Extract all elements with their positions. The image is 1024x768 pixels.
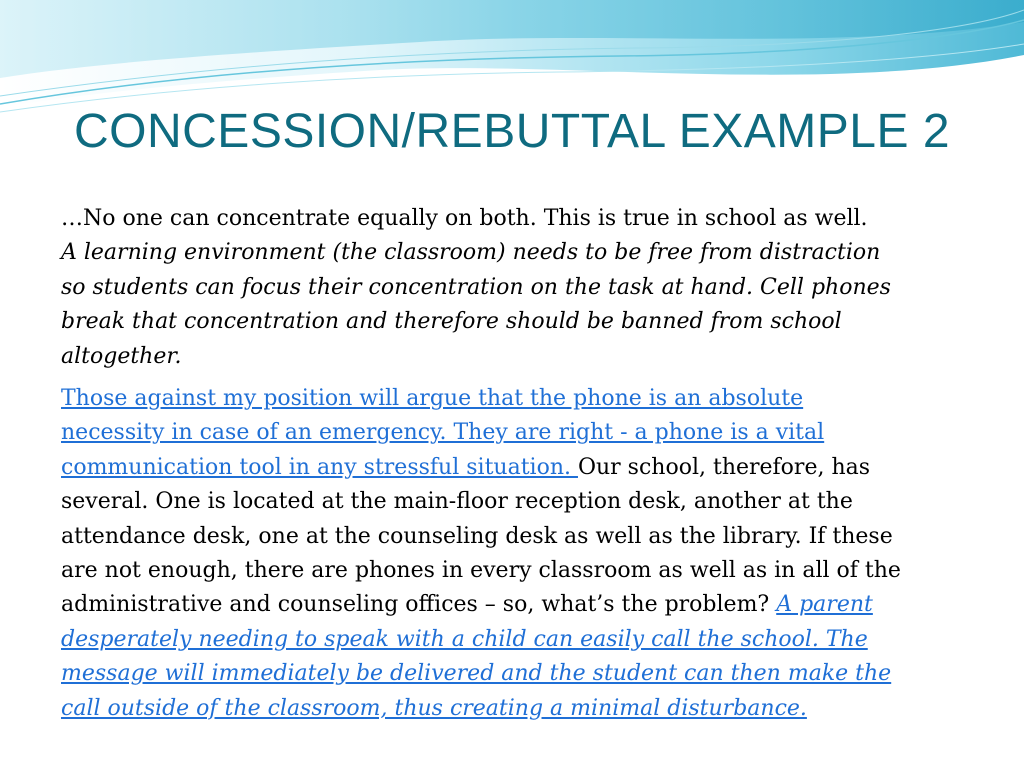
rebuttal-line: several. One is located at the main-floor reception desk, another at the (61, 489, 853, 515)
claim-line-italic: altogether. (61, 343, 182, 369)
slide-body (61, 202, 971, 726)
concession-link-line[interactable]: communication tool in any stressful situation. (61, 454, 578, 480)
rebuttal-line: are not enough, there are phones in every classroom as well as in all of the (61, 558, 901, 584)
rebuttal-text: Our school, therefore, has (577, 454, 871, 480)
conclusion-link-line[interactable]: A parent (776, 592, 873, 618)
conclusion-link-line[interactable]: desperately needing to speak with a child can easily call the school. The (61, 626, 868, 652)
paragraph-rebuttal (61, 382, 971, 726)
claim-line: …No one can concentrate equally on both. This is true in school as well. (61, 206, 868, 231)
rebuttal-text: administrative and counseling offices – so, what’s the problem? (61, 592, 777, 618)
claim-line-italic: A learning environment (the classroom) needs to be free from distraction (61, 240, 881, 266)
rebuttal-line: attendance desk, one at the counseling desk as well as the library. If these (61, 523, 893, 549)
claim-line-italic: break that concentration and therefore should be banned from school (61, 309, 842, 335)
paragraph-claim (61, 202, 971, 374)
concession-link-line[interactable]: necessity in case of an emergency. They are right - a phone is a vital (61, 420, 825, 446)
conclusion-link-line[interactable]: message will immediately be delivered and the student can then make the (61, 661, 892, 687)
conclusion-link-line[interactable]: call outside of the classroom, thus creating a minimal disturbance. (61, 695, 807, 721)
concession-link-line[interactable]: Those against my position will argue that the phone is an absolute (61, 386, 804, 412)
slide-title: CONCESSION/REBUTTAL EXAMPLE 2 (73, 105, 951, 158)
claim-line-italic: so students can focus their concentration on the task at hand. Cell phones (61, 274, 891, 300)
